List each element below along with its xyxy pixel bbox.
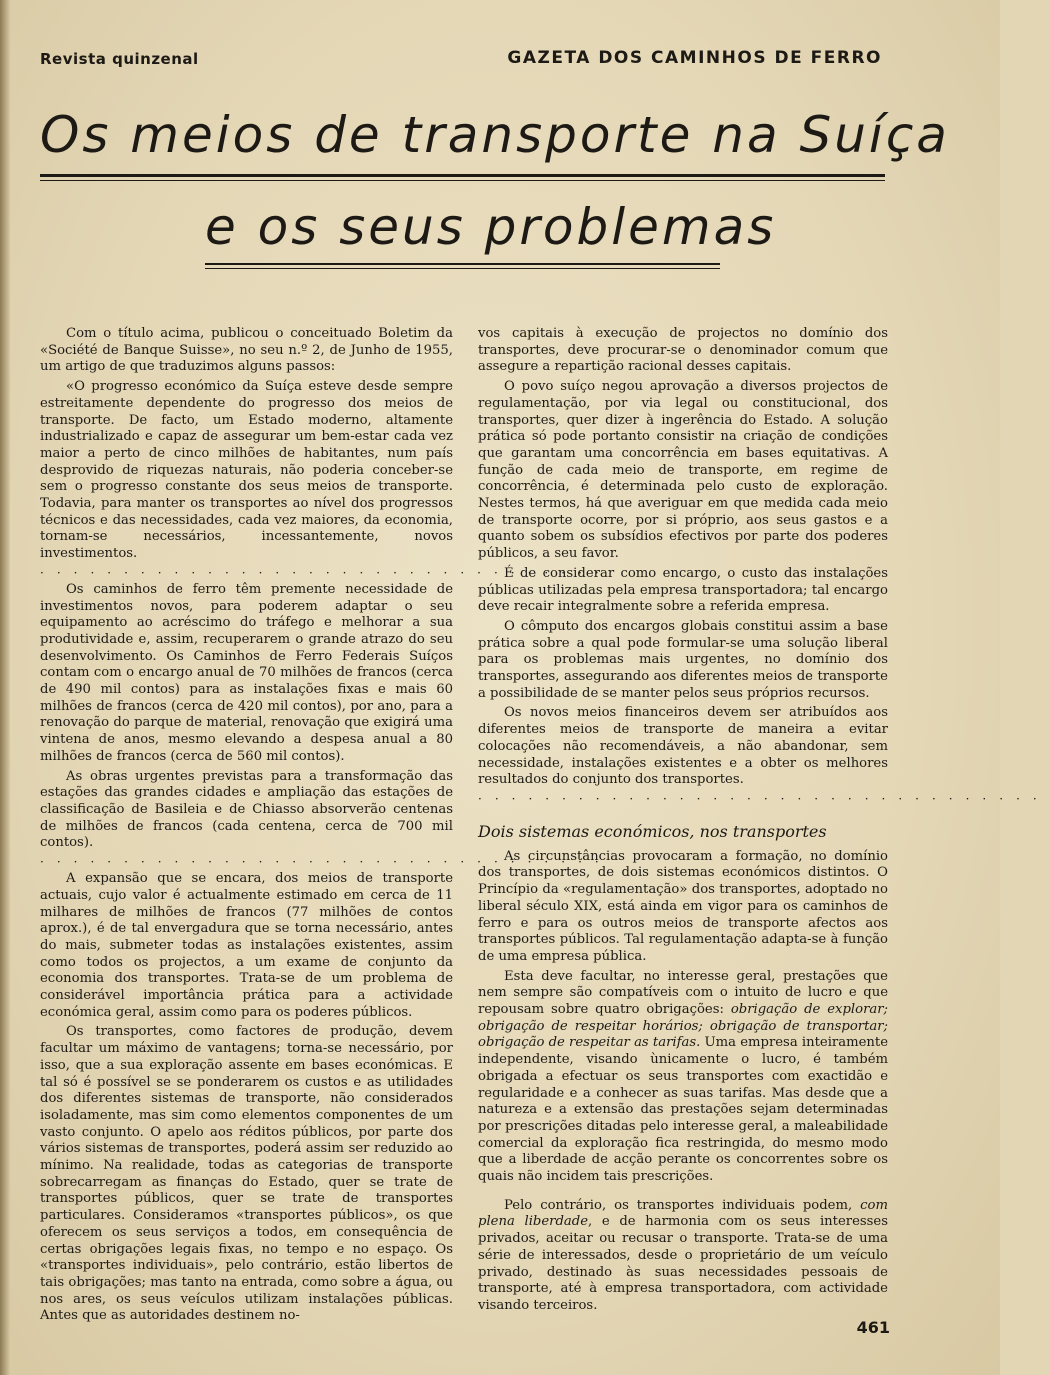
paragraph: Com o título acima, publicou o conceituado Boletim da «Société de Banque Suisse», no seu n.º 2, de Junho de 1955, um artigo de que traduzimos alguns passos: — [40, 326, 453, 375]
section-heading: Dois sistemas económicos, nos transportes — [478, 821, 827, 841]
paragraph: vos capitais à execução de projectos no domínio dos transportes, deve procurar-se o denominador comum que assegure a repartição racional desses capitais. — [478, 326, 888, 375]
dot-separator: ·································· — [40, 565, 612, 580]
title-rule-bottom-thin — [205, 268, 720, 269]
paragraph — [478, 1198, 888, 1315]
right-column — [478, 326, 1050, 1318]
title-rule-top — [40, 174, 885, 177]
paragraph: «O progresso económico da Suíça esteve desde sempre estreitamente dependente do progresso dos meios de transporte. De facto, um Estado moderno, altamente industrializado e capaz de assegurar um bem-estar cada vez maior a perto de cinco milhões de habitantes, num país desprovido de riquezas naturais, não poderia conceber-se sem o progresso constante dos seus meios de transporte. Todavia, para manter os transportes ao nível dos progressos técnicos e das necessidades, cada vez maiores, da economia, tornam-se necessários, incessantemente, novos investimentos. — [40, 379, 453, 562]
title-rule-top-thin — [40, 180, 885, 181]
paragraph — [478, 969, 888, 1186]
text-run: Esta deve facultar, no interesse geral, prestações que nem sempre são compatíveis com o intuito de lucro e que repousam sobre quatro obrigações: — [478, 968, 888, 1018]
dot-separator: ·································· — [478, 791, 1050, 806]
paragraph: O cômputo dos encargos globais constitui assim a base prática sobre a qual pode formular-se uma solução liberal para os problemas mais urgentes, no domínio dos transportes, assegurando aos diferentes meios de transporte a possibilidade de se manter pelos seus próprios recursos. — [478, 618, 888, 701]
italic-run: obrigação de explorar; obrigação de respeitar horários; obrigação de transportar; obrigação de respeitar as tarifas. — [478, 1002, 889, 1051]
paragraph: Os transportes, como factores de produção, devem facultar um máximo de vantagens; torna-se necessário, por isso, que a sua exploração assente em bases económicas. E tal só é possível se se ponderarem os custos e as utilidades dos diferentes sistemas de transporte, não considerados isoladamente, mas sim como elementos componentes de um vasto conjunto. O apelo aos réditos públicos, por parte dos vários sistemas de transportes, poderá assim ser reduzido ao mínimo. Na realidade, todas as categorias de transporte sobrecarregam as finanças do Estado, quer se trate de transportes públicos, quer se trate de transportes particulares. Consideramos «transportes públicos», os que oferecem os seus serviços a todos, em consequência de certas obrigações legais fixas, no tempo e no espaço. Os «transportes individuais», pelo contrário, estão libertos de tais obrigações; mas tanto na entrada, como sobre a água, ou nos ares, os seus veículos utilizam instalações públicas. Antes que as autoridades destinem no- — [40, 1024, 453, 1324]
text-run: Uma empresa inteiramente independente, visando ùnicamente o lucro, é também obrigada a efectuar os seus transportes com exactidão e regularidade e a conhecer as suas tarifas. Mas desde que a natureza e a extensão das prestações sejam determinadas por prescrições ditadas pelo interesse geral, a maleabilidade comercial da exploração fica restringida, do mesmo modo que a liberdade de acção perante os concorrentes sobre os quais não incidem tais prescrições. — [478, 1035, 888, 1185]
paragraph: A expansão que se encara, dos meios de transporte actuais, cujo valor é actualmente estimado em cerca de 11 milhares de milhões de francos (77 milhões de contos aprox.), é de tal envergadura que se torna necessário, antes do mais, submeter todas as instalações existentes, assim como todos os projectos, a um exame de conjunto da economia dos transportes. Trata-se de um problema de considerável importância prática para a actividade económica geral, assim como para os poderes públicos. — [40, 871, 453, 1020]
paragraph: As circunstâncias provocaram a formação, no domínio dos transportes, de dois sistemas económicos distintos. O Princípio da «regulamentação» dos transportes, adoptado no liberal século XIX, está ainda em vigor para os caminhos de ferro e para os outros meios de transporte afectos aos transportes públicos. Tal regulamentação adapta-se à função de uma empresa pública. — [478, 848, 888, 964]
header-right: GAZETA DOS CAMINHOS DE FERRO — [507, 48, 882, 68]
paragraph: Os novos meios financeiros devem ser atribuídos aos diferentes meios de transporte de maneira a evitar colocações não recomendáveis, a não abandonar, sem necessidade, instalações existentes e a obter os melhores resultados do conjunto dos transportes. — [478, 705, 888, 788]
paragraph: É de considerar como encargo, o custo das instalações públicas utilizadas pela empresa transportadora; tal encargo deve recair integralmente sobre a referida empresa. — [478, 565, 888, 615]
left-column — [40, 326, 612, 1328]
page-number: 461 — [856, 1318, 890, 1337]
text-run: Pelo contrário, os transportes individuais podem, — [504, 1197, 861, 1213]
page-spine-shadow — [0, 0, 10, 1375]
article-title-line1: Os meios de transporte na Suíça — [40, 106, 950, 164]
text-run: , e de harmonia com os seus interesses privados, aceitar ou recusar o transporte. Trata-se de uma série de interessados, desde o proprietário de um veículo privado, destinado às suas necessidades pessoais de transporte, até à empresa transportadora, com actividade visando terceiros. — [478, 1214, 888, 1313]
header-left: Revista quinzenal — [40, 50, 199, 68]
paragraph: As obras urgentes previstas para a transformação das estações das grandes cidades e ampliação das estações de classificação de Basileia e de Chiasso absorverão centenas de milhões de francos (cada centena, cerca de 700 mil contos). — [40, 768, 453, 851]
article-title-line2: e os seus problemas — [205, 198, 777, 256]
italic-run: com plena liberdade — [478, 1197, 888, 1230]
title-rule-bottom — [205, 263, 720, 265]
dot-separator: ·································· — [40, 855, 612, 870]
paragraph: Os caminhos de ferro têm premente necessidade de investimentos novos, para poderem adaptar o seu equipamento ao acréscimo do tráfego e melhorar a sua produtividade e, assim, recuperarem o grande atrazo do seu desenvolvimento. Os Caminhos de Ferro Federais Suíços contam com o encargo anual de 70 milhões de francos (cerca de 490 mil contos) para as instalações fixas e mais 60 milhões de francos (cerca de 420 mil contos), por ano, para a renovação do parque de material, renovação que exigirá uma vintena de anos, mesmo elevando a despesa anual a 80 milhões de francos (cerca de 560 mil contos). — [40, 581, 453, 764]
paragraph: O povo suíço negou aprovação a diversos projectos de regulamentação, por via legal ou constitucional, dos transportes, quer dizer à ingerência do Estado. A solução prática só pode portanto consistir na criação de condições que garantam uma concorrência em bases equitativas. A função de cada meio de transporte, em regime de concorrência, é determinada pelo custo de exploração. Nestes termos, há que averiguar em que medida cada meio de transporte ocorre, por si próprio, aos seus gastos e a quanto sobem os subsídios efectivos por parte dos poderes públicos, a seu favor. — [478, 379, 888, 562]
